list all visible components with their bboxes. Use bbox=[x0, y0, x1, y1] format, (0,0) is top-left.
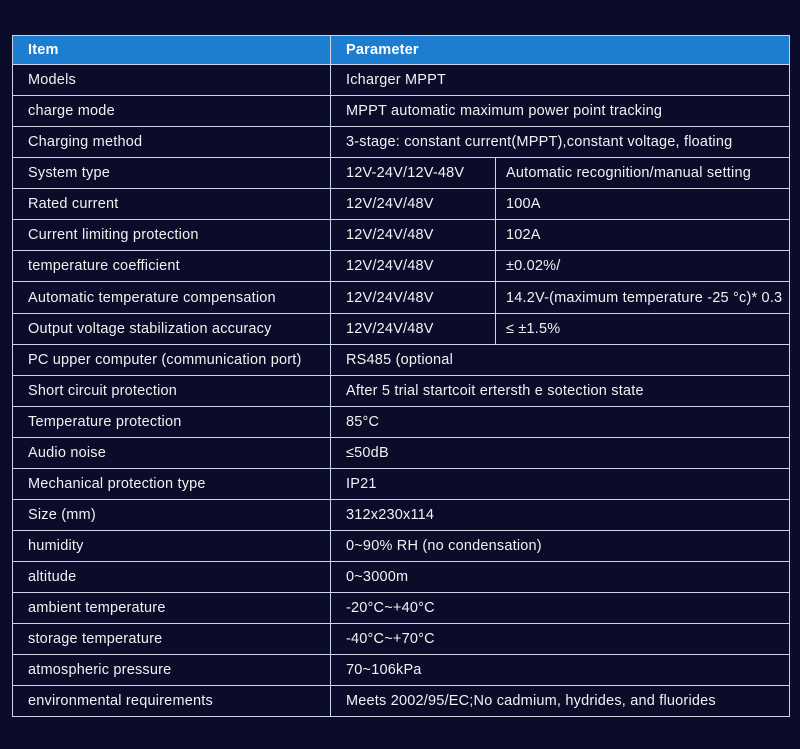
row-value: Meets 2002/95/EC;No cadmium, hydrides, and fluorides bbox=[331, 686, 790, 717]
table-row bbox=[13, 127, 790, 158]
table-row bbox=[13, 562, 790, 593]
row-value: -40°C~+70°C bbox=[331, 624, 790, 655]
row-value: 0~90% RH (no condensation) bbox=[331, 531, 790, 562]
table-row bbox=[13, 593, 790, 624]
row-voltage: 12V/24V/48V bbox=[331, 251, 496, 282]
table-row bbox=[13, 531, 790, 562]
row-item: Automatic temperature compensation bbox=[13, 282, 331, 314]
row-item: Audio noise bbox=[13, 438, 331, 469]
row-item: altitude bbox=[13, 562, 331, 593]
row-value: 3-stage: constant current(MPPT),constant voltage, floating bbox=[331, 127, 790, 158]
row-value: After 5 trial startcoit ertersth e sotection state bbox=[331, 376, 790, 407]
row-voltage: 12V/24V/48V bbox=[331, 220, 496, 251]
row-detail: 14.2V-(maximum temperature -25 °c)* 0.3 bbox=[496, 282, 790, 314]
row-item: environmental requirements bbox=[13, 686, 331, 717]
row-detail: 100A bbox=[496, 189, 790, 220]
row-item: Charging method bbox=[13, 127, 331, 158]
table-row bbox=[13, 96, 790, 127]
row-item: Current limiting protection bbox=[13, 220, 331, 251]
spec-table bbox=[12, 35, 790, 717]
table-row bbox=[13, 376, 790, 407]
row-value: MPPT automatic maximum power point tracking bbox=[331, 96, 790, 127]
table-row bbox=[13, 251, 790, 282]
table-row bbox=[13, 655, 790, 686]
row-item: Short circuit protection bbox=[13, 376, 331, 407]
row-detail: ±0.02%/ bbox=[496, 251, 790, 282]
table-row bbox=[13, 469, 790, 500]
table-row bbox=[13, 686, 790, 717]
table-row bbox=[13, 624, 790, 655]
row-voltage: 12V/24V/48V bbox=[331, 189, 496, 220]
row-item: charge mode bbox=[13, 96, 331, 127]
row-item: atmospheric pressure bbox=[13, 655, 331, 686]
row-value: 312x230x114 bbox=[331, 500, 790, 531]
row-value: ≤50dB bbox=[331, 438, 790, 469]
table-header-row bbox=[13, 36, 790, 65]
header-item: Item bbox=[13, 36, 331, 65]
row-item: PC upper computer (communication port) bbox=[13, 345, 331, 376]
row-voltage: 12V-24V/12V-48V bbox=[331, 158, 496, 189]
row-item: Mechanical protection type bbox=[13, 469, 331, 500]
row-item: System type bbox=[13, 158, 331, 189]
header-parameter: Parameter bbox=[331, 36, 790, 65]
row-value: 0~3000m bbox=[331, 562, 790, 593]
row-value: IP21 bbox=[331, 469, 790, 500]
row-item: Size (mm) bbox=[13, 500, 331, 531]
table-row bbox=[13, 500, 790, 531]
row-item: Output voltage stabilization accuracy bbox=[13, 314, 331, 345]
table-row bbox=[13, 438, 790, 469]
row-item: Temperature protection bbox=[13, 407, 331, 438]
row-voltage: 12V/24V/48V bbox=[331, 282, 496, 314]
row-voltage: 12V/24V/48V bbox=[331, 314, 496, 345]
row-value: Icharger MPPT bbox=[331, 65, 790, 96]
table-row bbox=[13, 407, 790, 438]
table-row bbox=[13, 158, 790, 189]
row-item: Models bbox=[13, 65, 331, 96]
row-detail: 102A bbox=[496, 220, 790, 251]
row-value: 85°C bbox=[331, 407, 790, 438]
row-item: ambient temperature bbox=[13, 593, 331, 624]
row-detail: ≤ ±1.5% bbox=[496, 314, 790, 345]
row-value: 70~106kPa bbox=[331, 655, 790, 686]
table-row bbox=[13, 345, 790, 376]
row-item: storage temperature bbox=[13, 624, 331, 655]
row-item: humidity bbox=[13, 531, 331, 562]
table-row bbox=[13, 189, 790, 220]
table-row bbox=[13, 65, 790, 96]
row-item: temperature coefficient bbox=[13, 251, 331, 282]
table-row bbox=[13, 220, 790, 251]
table-row bbox=[13, 314, 790, 345]
table-row bbox=[13, 282, 790, 314]
row-value: RS485 (optional bbox=[331, 345, 790, 376]
row-value: -20°C~+40°C bbox=[331, 593, 790, 624]
row-detail: Automatic recognition/manual setting bbox=[496, 158, 790, 189]
row-item: Rated current bbox=[13, 189, 331, 220]
